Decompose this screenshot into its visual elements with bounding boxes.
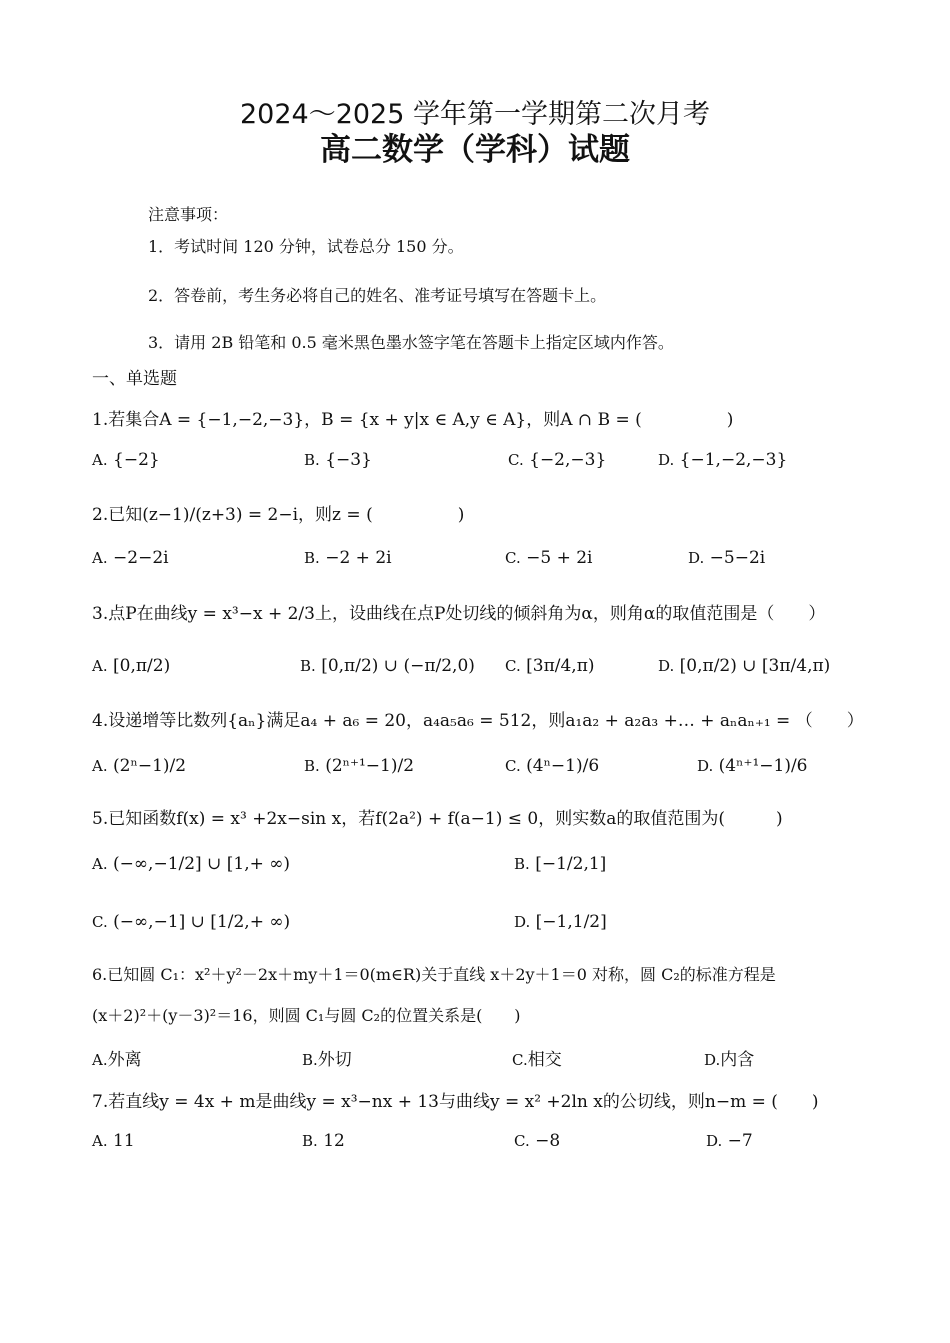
- q7-option-d: [706, 1131, 753, 1151]
- q2-option-a: [92, 548, 169, 568]
- option-text: −2 + 2i: [325, 548, 392, 568]
- q6-option-b: [302, 1045, 352, 1070]
- q3-option-c: [505, 656, 595, 676]
- option-label: B.: [302, 1132, 318, 1150]
- q4-option-d: [697, 756, 808, 776]
- option-label: B.: [300, 657, 316, 675]
- option-label: C.: [505, 657, 521, 675]
- option-label: D.: [704, 1051, 721, 1069]
- option-text: (2ⁿ−1)/2: [113, 756, 187, 776]
- option-text: 11: [113, 1131, 135, 1151]
- option-text: (−∞,−1/2] ∪ [1,+ ∞): [113, 854, 291, 874]
- q3-option-d: [658, 656, 830, 676]
- option-label: A.: [92, 757, 108, 775]
- section-heading: 一、单选题: [92, 369, 177, 389]
- option-text: {−2}: [113, 450, 160, 470]
- q7-option-c: [514, 1131, 560, 1151]
- q1-option-c: [508, 450, 606, 470]
- option-text: 外切: [317, 1050, 352, 1070]
- option-label: B.: [514, 855, 530, 873]
- option-label: B.: [304, 451, 320, 469]
- option-text: [−1/2,1]: [535, 854, 607, 874]
- q1-option-a: [92, 450, 160, 470]
- option-label: A.: [92, 855, 108, 873]
- option-text: −5−2i: [709, 548, 766, 568]
- exam-title-line2: 高二数学（学科）试题: [320, 132, 630, 168]
- option-label: A.: [92, 1051, 108, 1069]
- q1-option-d: [658, 450, 787, 470]
- option-text: (−∞,−1] ∪ [1/2,+ ∞): [113, 912, 291, 932]
- option-text: 外离: [107, 1050, 142, 1070]
- notice-heading: 注意事项：: [148, 205, 229, 224]
- question-4-stem: 4.设递增等比数列{aₙ}满足a₄ + a₆ = 20，a₄a₅a₆ = 512，则a₁a₂ + a₂a₃ +… + aₙaₙ₊₁ = （ ）: [92, 711, 864, 731]
- question-5-stem: 5.已知函数f(x) = x³ +2x−sin x，若f(2a²) + f(a−1) ≤ 0，则实数a的取值范围为( ): [92, 809, 783, 829]
- exam-title-line1: 2024～2025 学年第一学期第二次月考: [239, 99, 710, 130]
- option-text: [0,π/2): [113, 656, 171, 676]
- question-1-stem: 1.若集合A = {−1,−2,−3}，B = {x + y|x ∈ A,y ∈ A}，则A ∩ B = ( ): [92, 410, 734, 430]
- option-label: B.: [304, 549, 320, 567]
- option-text: [0,π/2) ∪ (−π/2,0): [321, 656, 475, 676]
- q4-option-b: [304, 756, 414, 776]
- option-text: (4ⁿ−1)/6: [526, 756, 600, 776]
- option-label: A.: [92, 1132, 108, 1150]
- option-text: 12: [323, 1131, 345, 1151]
- q3-option-b: [300, 656, 475, 676]
- question-7-stem: 7.若直线y = 4x + m是曲线y = x³−nx + 13与曲线y = x² +2ln x的公切线，则n−m = ( ): [92, 1092, 819, 1112]
- option-text: [0,π/2) ∪ [3π/4,π): [679, 656, 831, 676]
- option-text: [−1,1/2]: [535, 912, 607, 932]
- option-label: D.: [658, 451, 675, 469]
- q5-option-b: [514, 854, 606, 874]
- q7-option-b: [302, 1131, 345, 1151]
- q2-option-b: [304, 548, 392, 568]
- option-text: 内含: [720, 1050, 755, 1070]
- option-text: −7: [727, 1131, 753, 1151]
- option-label: D.: [514, 913, 531, 931]
- option-label: D.: [706, 1132, 723, 1150]
- option-label: C.: [505, 757, 521, 775]
- q5-option-a: [92, 854, 290, 874]
- option-text: {−3}: [325, 450, 372, 470]
- q4-option-c: [505, 756, 599, 776]
- option-label: B.: [302, 1051, 318, 1069]
- q2-option-c: [505, 548, 593, 568]
- question-6-stem-line2: (x＋2)²＋(y－3)²＝16，则圆 C₁与圆 C₂的位置关系是( ): [92, 1006, 521, 1025]
- option-label: D.: [688, 549, 705, 567]
- option-text: {−1,−2,−3}: [679, 450, 788, 470]
- option-label: C.: [505, 549, 521, 567]
- question-6-stem-line1: 6.已知圆 C₁：x²＋y²－2x＋my＋1＝0(m∈R)关于直线 x＋2y＋1＝0 对称，圆 C₂的标准方程是: [92, 965, 776, 984]
- option-text: {−2,−3}: [529, 450, 607, 470]
- option-label: A.: [92, 549, 108, 567]
- q5-option-d: [514, 912, 607, 932]
- option-label: D.: [658, 657, 675, 675]
- option-label: D.: [697, 757, 714, 775]
- option-label: A.: [92, 657, 108, 675]
- option-text: −2−2i: [113, 548, 169, 568]
- option-text: −5 + 2i: [526, 548, 593, 568]
- option-label: B.: [304, 757, 320, 775]
- option-text: (2ⁿ⁺¹−1)/2: [325, 756, 415, 776]
- notice-item-3: 3．请用 2B 铅笔和 0.5 毫米黑色墨水签字笔在答题卡上指定区域内作答。: [148, 333, 674, 352]
- notice-item-1: 1．考试时间 120 分钟，试卷总分 150 分。: [148, 237, 464, 256]
- option-text: 相交: [527, 1050, 562, 1070]
- q4-option-a: [92, 756, 186, 776]
- q6-option-c: [512, 1045, 562, 1070]
- notice-item-2: 2．答卷前，考生务必将自己的姓名、准考证号填写在答题卡上。: [148, 286, 607, 305]
- option-label: C.: [508, 451, 524, 469]
- q1-option-b: [304, 450, 372, 470]
- q3-option-a: [92, 656, 170, 676]
- q6-option-d: [704, 1045, 754, 1070]
- option-text: [3π/4,π): [526, 656, 595, 676]
- question-3-stem: 3.点P在曲线y = x³−x + 2/3上，设曲线在点P处切线的倾斜角为α，则角α的取值范围是（ ）: [92, 604, 826, 624]
- q2-option-d: [688, 548, 765, 568]
- option-label: C.: [512, 1051, 528, 1069]
- question-2-stem: 2.已知(z−1)/(z+3) = 2−i，则z = ( ): [92, 505, 465, 525]
- option-text: −8: [535, 1131, 561, 1151]
- option-label: C.: [514, 1132, 530, 1150]
- option-text: (4ⁿ⁺¹−1)/6: [718, 756, 808, 776]
- q6-option-a: [92, 1045, 142, 1070]
- q5-option-c: [92, 912, 290, 932]
- q7-option-a: [92, 1131, 135, 1151]
- option-label: C.: [92, 913, 108, 931]
- option-label: A.: [92, 451, 108, 469]
